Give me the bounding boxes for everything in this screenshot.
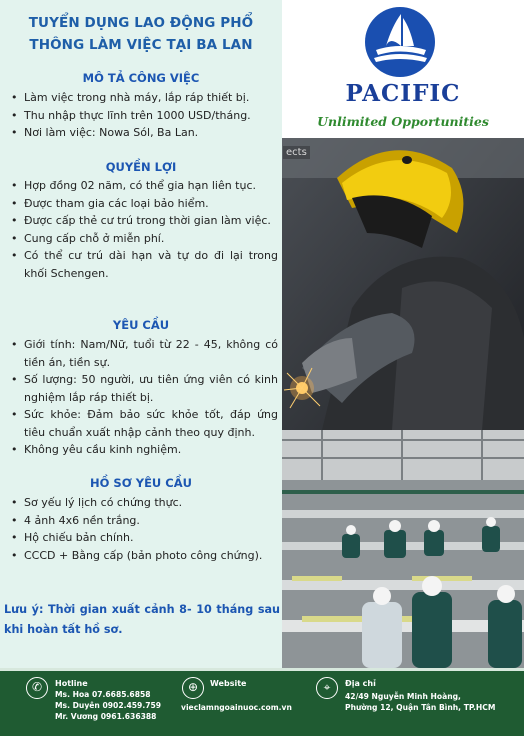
note-text: Lưu ý: Thời gian xuất cảnh 8- 10 tháng sau khi hoàn tất hồ sơ. [4, 603, 280, 636]
website-link[interactable]: vieclamngoainuoc.com.vn [181, 703, 292, 712]
hotline-contact[interactable]: Mr. Vương 0961.636388 [55, 712, 157, 721]
heading-benefits: QUYỀN LỢI [105, 160, 177, 174]
hotline-contact[interactable]: Ms. Hoa 07.6685.6858 [55, 690, 151, 699]
address-line: Phường 12, Quận Tân Bình, TP.HCM [345, 703, 496, 712]
brand-name: PACIFIC [345, 80, 461, 107]
address-text [345, 691, 495, 713]
list-item: • Sức khỏe: Đảm bảo sức khỏe tốt, đáp ứng tiêu chuẩn xuất nhập cảnh theo quy định. [10, 406, 278, 441]
list-item: • Hợp đồng 02 năm, có thể gia hạn liên tục. [10, 177, 278, 195]
list-item: • 4 ảnh 4x6 nền trắng. [10, 512, 278, 530]
factory-photo [282, 430, 524, 668]
address-label: Địa chỉ [345, 679, 376, 688]
list-item: • Nơi làm việc: Nowa Sól, Ba Lan. [10, 124, 278, 142]
list-item: • Được cấp thẻ cư trú trong thời gian làm việc. [10, 212, 278, 230]
heading-requirements: YÊU CẦU [112, 318, 170, 332]
list-item: • Thu nhập thực lĩnh trên 1000 USD/tháng. [10, 107, 278, 125]
map-pin-icon: ⌖ [316, 677, 338, 699]
list-item: • Sơ yếu lý lịch có chứng thực. [10, 494, 278, 512]
phone-icon: ✆ [26, 677, 48, 699]
list-item: • Giới tính: Nam/Nữ, tuổi từ 22 - 45, không có tiền án, tiền sự. [10, 336, 278, 371]
heading-documents: HỒ SƠ YÊU CẦU [90, 476, 192, 490]
pacific-logo-icon [364, 6, 436, 78]
poster-title [6, 12, 276, 56]
globe-icon: ⊕ [182, 677, 204, 699]
hotline-contact[interactable]: Ms. Duyên 0902.459.759 [55, 701, 162, 710]
brand-tagline: Unlimited Opportunities [317, 114, 489, 129]
job-description-list [10, 89, 278, 142]
requirements-list [10, 336, 278, 459]
address-line: 42/49 Nguyễn Minh Hoàng, [345, 692, 461, 701]
list-item: • Cung cấp chỗ ở miễn phí. [10, 230, 278, 248]
list-item: • Hộ chiếu bản chính. [10, 529, 278, 547]
welder-photo [282, 138, 524, 430]
heading-job-description: MÔ TẢ CÔNG VIỆC [82, 71, 200, 85]
list-item: • Không yêu cầu kinh nghiệm. [10, 441, 278, 459]
list-item: • Được tham gia các loại bảo hiểm. [10, 195, 278, 213]
title-line-1: TUYỂN DỤNG LAO ĐỘNG PHỔ [28, 15, 254, 31]
title-line-2: THÔNG LÀM VIỆC TẠI BA LAN [29, 37, 253, 53]
list-item: • Số lượng: 50 người, ưu tiên ứng viên có kinh nghiệm lắp ráp thiết bị. [10, 371, 278, 406]
hotline-label: Hotline [55, 679, 88, 688]
list-item: • Làm việc trong nhà máy, lắp ráp thiết bị. [10, 89, 278, 107]
documents-list [10, 494, 278, 564]
hotline-numbers [55, 689, 161, 722]
list-item: • Có thể cư trú dài hạn và tự do đi lại trong khối Schengen. [10, 247, 278, 282]
list-item: • CCCD + Bằng cấp (bản photo công chứng). [10, 547, 278, 565]
website-label: Website [210, 679, 247, 688]
benefits-list [10, 177, 278, 282]
cropped-photo-text: ects [283, 146, 310, 159]
